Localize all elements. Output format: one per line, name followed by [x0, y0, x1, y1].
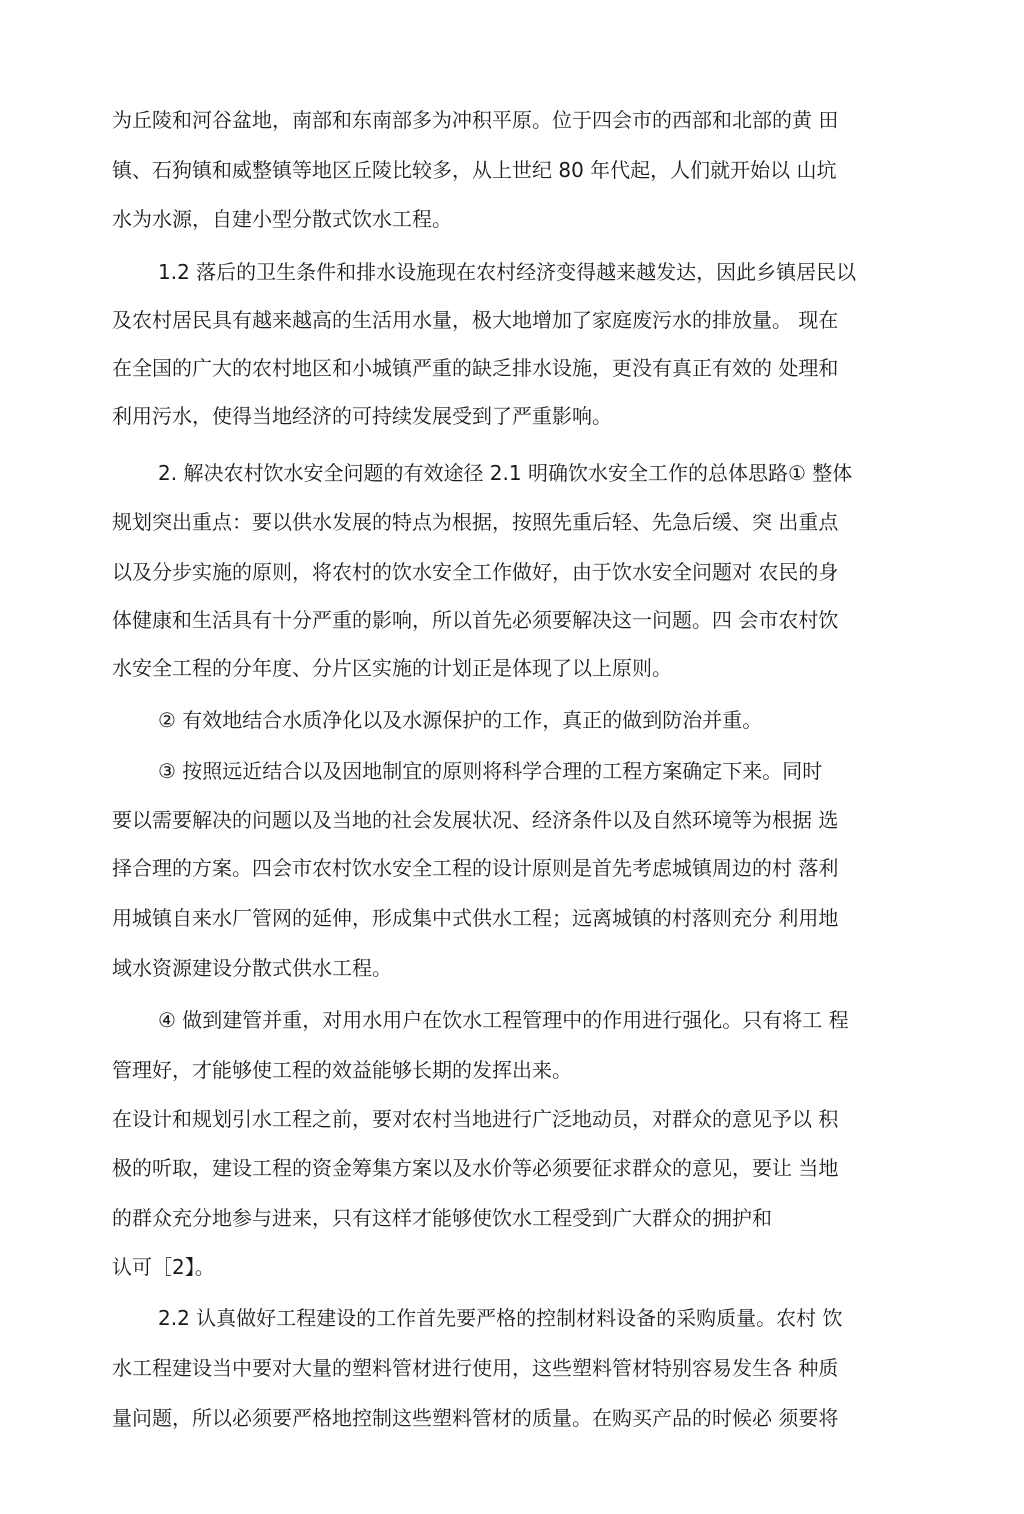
text-line: 利用污水，使得当地经济的可持续发展受到了严重影响。 — [112, 404, 612, 428]
text-line: 择合理的方案。四会市农村饮水安全工程的设计原则是首先考虑城镇周边的村 落利 — [112, 856, 839, 880]
text-line: 域水资源建设分散式供水工程。 — [112, 956, 392, 980]
text-line: 管理好，才能够使工程的效益能够长期的发挥出来。 — [112, 1058, 572, 1082]
text-line: 的群众充分地参与进来，只有这样才能够使饮水工程受到广大群众的拥护和 — [112, 1206, 772, 1230]
paragraph-start-line: ④ 做到建管并重，对用水用户在饮水工程管理中的作用进行强化。只有将工 程 — [158, 1008, 849, 1032]
text-line: 认可［2】。 — [112, 1255, 215, 1279]
text-line: 水为水源，自建小型分散式饮水工程。 — [112, 207, 452, 231]
text-line: 用城镇自来水厂管网的延伸，形成集中式供水工程；远离城镇的村落则充分 利用地 — [112, 906, 839, 930]
paragraph-start-line: ② 有效地结合水质净化以及水源保护的工作，真正的做到防治并重。 — [158, 708, 763, 732]
paragraph-start-line: 1.2 落后的卫生条件和排水设施现在农村经济变得越来越发达，因此乡镇居民以 — [158, 260, 857, 284]
paragraph-start-line: 2. 解决农村饮水安全问题的有效途径 2.1 明确饮水安全工作的总体思路① 整体 — [158, 461, 853, 485]
text-line: 体健康和生活具有十分严重的影响，所以首先必须要解决这一问题。四 会市农村饮 — [112, 608, 839, 632]
text-line: 以及分步实施的原则，将农村的饮水安全工作做好，由于饮水安全问题对 农民的身 — [112, 560, 839, 584]
paragraph-start-line: 2.2 认真做好工程建设的工作首先要严格的控制材料设备的采购质量。农村 饮 — [158, 1306, 843, 1330]
text-line: 水安全工程的分年度、分片区实施的计划正是体现了以上原则。 — [112, 656, 672, 680]
text-line: 水工程建设当中要对大量的塑料管材进行使用，这些塑料管材特别容易发生各 种质 — [112, 1356, 839, 1380]
text-line: 镇、石狗镇和威整镇等地区丘陵比较多，从上世纪 80 年代起，人们就开始以 山坑 — [112, 158, 837, 182]
paragraph-start-line: ③ 按照远近结合以及因地制宜的原则将科学合理的工程方案确定下来。同时 — [158, 759, 823, 783]
text-line: 为丘陵和河谷盆地，南部和东南部多为冲积平原。位于四会市的西部和北部的黄 田 — [112, 108, 839, 132]
text-line: 要以需要解决的问题以及当地的社会发展状况、经济条件以及自然环境等为根据 选 — [112, 808, 839, 832]
paragraph-start-line: 在设计和规划引水工程之前，要对农村当地进行广泛地动员，对群众的意见予以 积 — [112, 1107, 839, 1131]
text-line: 在全国的广大的农村地区和小城镇严重的缺乏排水设施，更没有真正有效的 处理和 — [112, 356, 839, 380]
text-line: 及农村居民具有越来越高的生活用水量，极大地增加了家庭废污水的排放量。 现在 — [112, 308, 839, 332]
text-line: 极的听取，建设工程的资金筹集方案以及水价等必须要征求群众的意见，要让 当地 — [112, 1156, 839, 1180]
text-line: 量问题，所以必须要严格地控制这些塑料管材的质量。在购买产品的时候必 须要将 — [112, 1406, 839, 1430]
text-line: 规划突出重点：要以供水发展的特点为根据，按照先重后轻、先急后缓、突 出重点 — [112, 510, 839, 534]
